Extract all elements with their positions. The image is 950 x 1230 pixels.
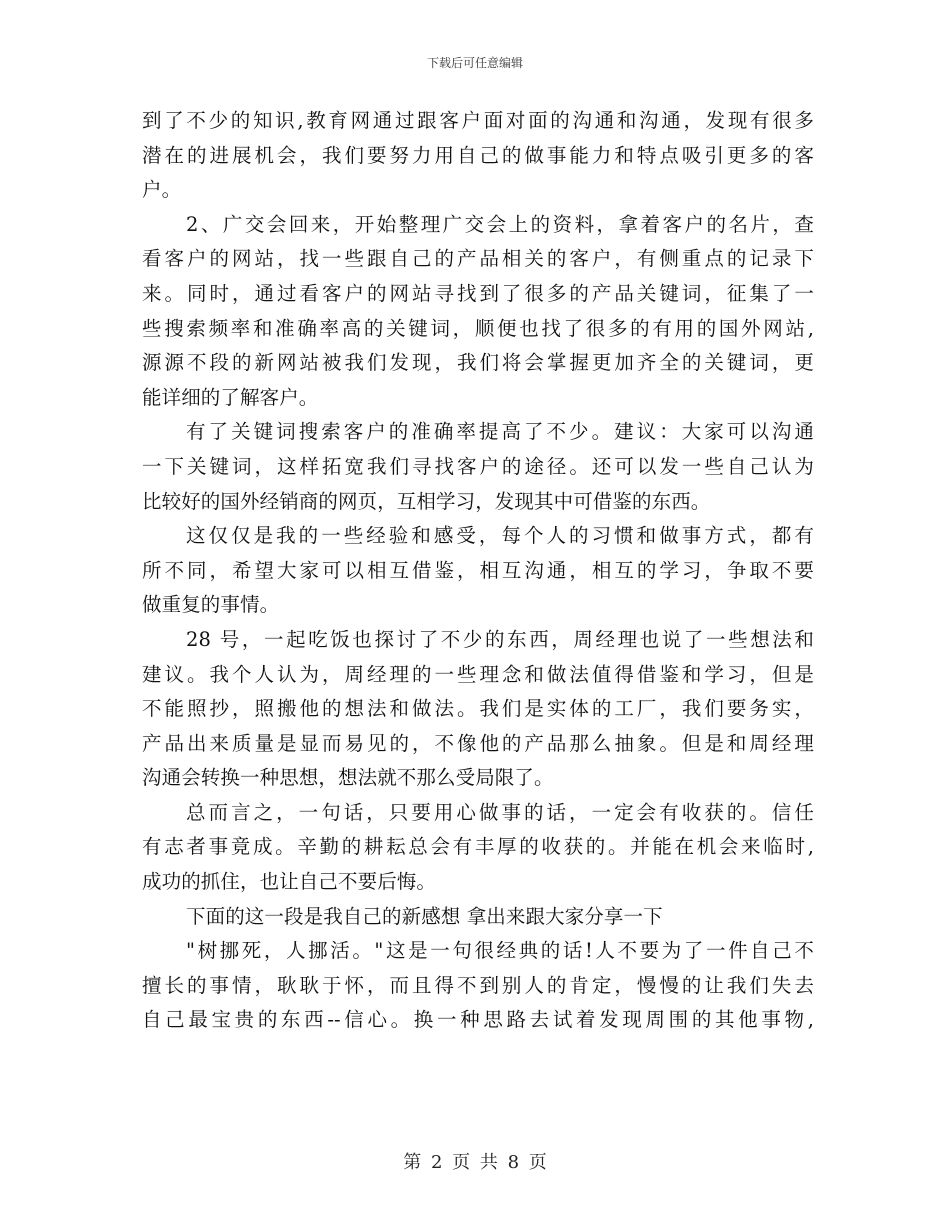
text-line-5: 看客户的网站，找一些跟自己的产品相关的客户，有侧重点的记录下 [142, 247, 814, 271]
text-line-13: 这仅仅是我的一些经验和感受，每个人的习惯和做事方式，都有 [186, 524, 814, 548]
text-line-8: 源源不段的新网站被我们发现，我们将会掌握更加齐全的关键词，更 [142, 351, 814, 375]
text-line-1: 到了不少的知识,教育网通过跟客户面对面的沟通和沟通，发现有很多 [142, 109, 814, 132]
text-line-11: 一下关键词，这样拓宽我们寻找客户的途径。还可以发一些自己认为 [142, 454, 814, 478]
text-line-9: 能详细的了解客户。 [142, 385, 319, 409]
text-line-2: 潜在的进展机会，我们要努力用自己的做事能力和特点吸引更多的客 [142, 143, 814, 167]
page-number-footer: 第 2 页 共 8 页 [403, 1152, 547, 1173]
text-line-12: 比较好的国外经销商的网页，互相学习，发现其中可借鉴的东西。 [142, 489, 711, 513]
text-line-21: 总而言之，一句话，只要用心做事的话，一定会有收获的。信任 [186, 800, 814, 824]
text-line-17: 建议。我个人认为，周经理的一些理念和做法值得借鉴和学习，但是 [142, 662, 814, 686]
text-line-7: 些搜索频率和准确率高的关键词，顺便也找了很多的有用的国外网站, [142, 316, 814, 340]
text-line-4: 2、广交会回来，开始整理广交会上的资料，拿着客户的名片，查 [186, 212, 814, 236]
text-line-6: 来。同时，通过看客户的网站寻找到了很多的产品关键词，征集了一 [142, 281, 814, 305]
text-line-18: 不能照抄，照搬他的想法和做法。我们是实体的工厂，我们要务实， [142, 697, 814, 721]
text-line-16: 28 号，一起吃饭也探讨了不少的东西，周经理也说了一些想法和 [186, 627, 814, 651]
document-body [142, 104, 814, 1038]
text-line-23: 成功的抓住，也让自己不要后悔。 [142, 870, 437, 894]
text-line-3: 户。 [142, 178, 182, 202]
text-line-24: 下面的这一段是我自己的新感想 拿出来跟大家分享一下 [186, 904, 663, 928]
text-line-22: 有志者事竟成。辛勤的耕耘总会有丰厚的收获的。并能在机会来临时, [142, 835, 814, 859]
text-line-10: 有了关键词搜索客户的准确率提高了不少。建议：大家可以沟通 [186, 420, 814, 444]
text-line-27: 自己最宝贵的东西--信心。换一种思路去试着发现周围的其他事物, [142, 1008, 814, 1032]
text-line-14: 所不同，希望大家可以相互借鉴，相互沟通，相互的学习，争取不要 [142, 558, 814, 582]
page-header-note: 下载后可任意编辑 [426, 56, 523, 70]
text-line-15: 做重复的事情。 [142, 593, 280, 617]
text-line-19: 产品出来质量是显而易见的，不像他的产品那么抽象。但是和周经理 [142, 731, 814, 755]
text-line-20: 沟通会转换一种思想，想法就不那么受局限了。 [142, 766, 554, 790]
text-line-26: 擅长的事情，耿耿于怀，而且得不到别人的肯定，慢慢的让我们失去 [142, 973, 814, 997]
text-line-25: "树挪死，人挪活。"这是一句很经典的话!人不要为了一件自己不 [186, 939, 814, 963]
